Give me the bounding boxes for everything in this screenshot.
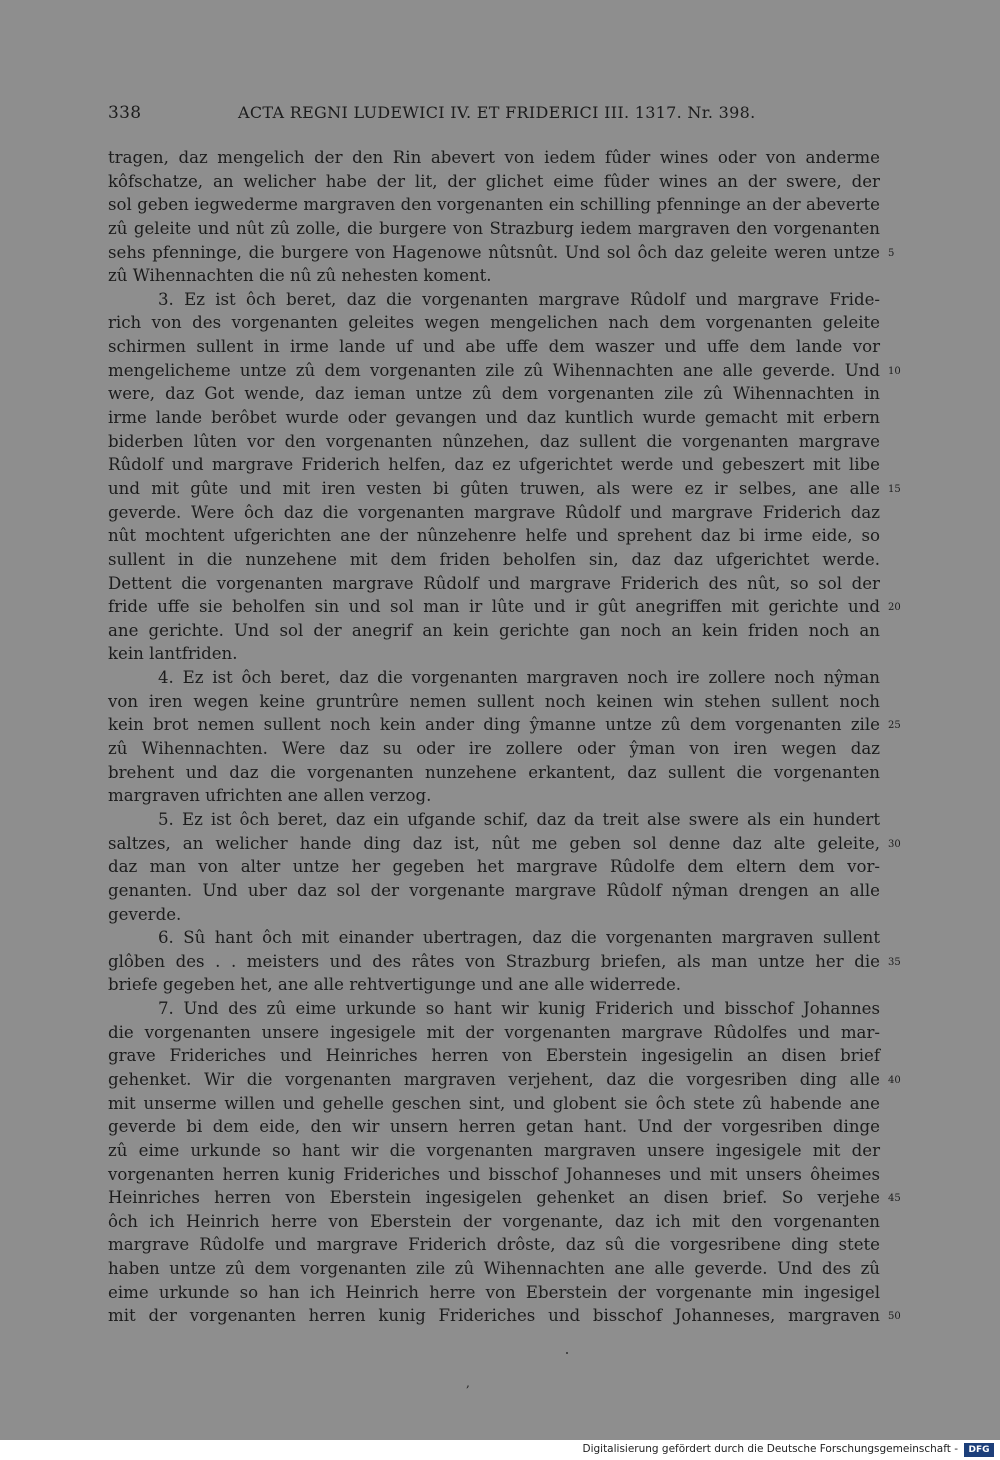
text-line (108, 406, 880, 430)
line-number: 50 (888, 1311, 901, 1323)
text-line (108, 997, 880, 1021)
text-line-content: kein lantfriden. (108, 644, 238, 664)
text-line-content: 7. Und des zû eime urkunde so hant wir kunig Friderich und bisschof Johannes (158, 999, 880, 1019)
funding-notice: Digitalisierung gefördert durch die Deutsche Forschungsgemeinschaft - (582, 1443, 958, 1455)
scan-mark: , (466, 1376, 470, 1390)
text-line (108, 572, 880, 596)
page-number: 338 (108, 103, 142, 123)
text-line (108, 1115, 880, 1139)
text-line-content: die vorgenanten unsere ingesigele mit der vorgenanten margrave Rûdolfes und mar- (108, 1022, 880, 1042)
text-line (108, 1304, 901, 1328)
line-number: 45 (888, 1193, 901, 1205)
line-number: 10 (888, 365, 901, 377)
text-line (108, 382, 880, 406)
text-line-content: fride uffe sie beholfen sin und sol man ir lûte und ir gût anegriffen mit gerichte und (108, 597, 880, 617)
page-header (108, 103, 880, 129)
text-line (108, 1139, 880, 1163)
text-line (108, 855, 880, 879)
text-line-content: 5. Ez ist ôch beret, daz ein ufgande schif, daz da treit alse swere als ein hundert (158, 809, 880, 829)
text-line (108, 241, 895, 265)
text-line-content: geverde bi dem eide, den wir unsern herren getan hant. Und der vorgesriben dinge (108, 1117, 880, 1137)
text-line (108, 359, 901, 383)
text-line-content: geverde. (108, 904, 182, 924)
text-line-content: brehent und daz die vorgenanten nunzehene erkantent, daz sullent die vorgenanten (108, 762, 880, 782)
text-line (108, 832, 901, 856)
scan-speck (566, 1352, 568, 1354)
text-line-content: genanten. Und uber daz sol der vorgenante margrave Rûdolf nŷman drengen an alle (108, 880, 880, 900)
text-line (108, 903, 880, 927)
text-line-content: ane gerichte. Und sol der anegrif an kein gerichte gan noch an kein friden noch an (108, 620, 880, 640)
text-line (108, 595, 901, 619)
text-line (108, 1186, 901, 1210)
line-number: 40 (888, 1074, 901, 1086)
text-line-content: mengelicheme untze zû dem vorgenanten zile zû Wihennachten ane alle geverde. Und (108, 360, 880, 380)
body-text (108, 146, 901, 1328)
text-line (108, 501, 880, 525)
text-line (108, 642, 880, 666)
text-line (108, 950, 901, 974)
line-number: 5 (888, 247, 895, 259)
text-line (108, 524, 880, 548)
line-number: 35 (888, 956, 901, 968)
text-line (108, 784, 880, 808)
text-line (108, 879, 880, 903)
text-line-content: glôben des . . meisters und des râtes von Strazburg briefen, als man untze her die (108, 951, 880, 971)
text-line-content: von iren wegen keine gruntrûre nemen sullent noch keinen win stehen sullent noch (108, 691, 880, 711)
text-line-content: Dettent die vorgenanten margrave Rûdolf und margrave Friderich des nût, so sol der (108, 573, 880, 593)
text-line-content: geverde. Were ôch daz die vorgenanten margrave Rûdolf und margrave Friderich daz (108, 502, 880, 522)
text-line-content: zû Wihennachten die nû zû nehesten koment. (108, 266, 492, 286)
text-line-content: schirmen sullent in irme lande uf und abe uffe dem waszer und uffe dem lande vor (108, 337, 880, 357)
text-line-content: nût mochtent ufgerichten ane der nûnzehenre helfe und sprehent daz bi irme eide, so (108, 526, 880, 546)
text-line-content: rich von des vorgenanten geleites wegen mengelichen nach dem vorgenanten geleite (108, 313, 880, 333)
text-line (108, 1092, 880, 1116)
text-line-content: 3. Ez ist ôch beret, daz die vorgenanten margrave Rûdolf und margrave Fride- (158, 289, 880, 309)
text-line-content: grave Frideriches und Heinriches herren von Eberstein ingesigelin an disen brief (108, 1046, 880, 1066)
text-line (108, 217, 880, 241)
text-line (108, 1210, 880, 1234)
text-line-content: eime urkunde so han ich Heinrich herre von Eberstein der vorgenante min ingesigel (108, 1282, 880, 1302)
text-line-content: margraven ufrichten ane allen verzog. (108, 786, 432, 806)
text-line (108, 619, 880, 643)
text-line-content: sullent in die nunzehene mit dem friden beholfen sin, daz daz ufgerichtet werde. (108, 549, 880, 569)
text-line (108, 1281, 880, 1305)
text-line (108, 335, 880, 359)
text-line (108, 311, 880, 335)
text-line (108, 1163, 880, 1187)
text-line-content: ôch ich Heinrich herre von Eberstein der vorgenante, daz ich mit den vorgenanten (108, 1211, 880, 1231)
text-line-content: gehenket. Wir die vorgenanten margraven verjehent, daz die vorgesriben ding alle (108, 1069, 880, 1089)
text-line-content: kein brot nemen sullent noch kein ander ding ŷmanne untze zû dem vorgenanten zile (108, 715, 880, 735)
text-line-content: kôfschatze, an welicher habe der lit, der glichet eime fûder wines an der swere, der (108, 171, 880, 191)
text-line (108, 430, 880, 454)
text-line (108, 1233, 880, 1257)
text-line (108, 973, 880, 997)
text-line (108, 737, 880, 761)
line-number: 20 (888, 602, 901, 614)
text-line-content: tragen, daz mengelich der den Rin abevert von iedem fûder wines oder von anderme (108, 148, 880, 167)
text-line (108, 666, 880, 690)
text-line-content: 4. Ez ist ôch beret, daz die vorgenanten margraven noch ire zollere noch nŷman (158, 668, 880, 688)
text-line-content: Rûdolf und margrave Friderich helfen, daz ez ufgerichtet werde und gebeszert mit libe (108, 455, 880, 475)
footer-bar (0, 1440, 1000, 1460)
text-line-content: daz man von alter untze her gegeben het margrave Rûdolfe dem eltern dem vor- (108, 857, 880, 877)
text-line-content: zû eime urkunde so hant wir die vorgenanten margraven unsere ingesigele mit der (108, 1140, 880, 1160)
text-line-content: sehs pfenninge, die burgere von Hagenowe nûtsnût. Und sol ôch daz geleite weren untze (108, 242, 880, 262)
text-line (108, 264, 880, 288)
text-line (108, 548, 880, 572)
text-line-content: were, daz Got wende, daz ieman untze zû dem vorgenanten zile zû Wihennachten in (108, 384, 880, 404)
text-line-content: haben untze zû dem vorgenanten zile zû Wihennachten ane alle geverde. Und des zû (108, 1259, 880, 1279)
text-line-content: saltzes, an welicher hande ding daz ist, nût me geben sol denne daz alte geleite, (108, 833, 880, 853)
text-line-content: zû Wihennachten. Were daz su oder ire zollere oder ŷman von iren wegen daz (108, 739, 880, 759)
text-line (108, 193, 880, 217)
dfg-logo: DFG (964, 1443, 994, 1457)
text-line-content: sol geben iegwederme margraven den vorgenanten ein schilling pfenninge an der abeverte (108, 195, 880, 215)
text-line-content: vorgenanten herren kunig Frideriches und bisschof Johanneses und mit unsers ôheimes (108, 1164, 880, 1184)
text-line-content: und mit gûte und mit iren vesten bi gûten truwen, als were ez ir selbes, ane alle (108, 478, 880, 498)
text-line (108, 146, 880, 170)
line-number: 15 (888, 483, 901, 495)
text-line (108, 453, 880, 477)
text-line-content: mit der vorgenanten herren kunig Frideriches und bisschof Johanneses, margraven (108, 1306, 880, 1326)
text-line (108, 1021, 880, 1045)
text-line (108, 1257, 880, 1281)
text-line (108, 713, 901, 737)
text-line (108, 288, 880, 312)
text-line-content: biderben lûten vor den vorgenanten nûnzehen, daz sullent die vorgenanten margrave (108, 431, 880, 451)
text-line-content: 6. Sû hant ôch mit einander ubertragen, daz die vorgenanten margraven sullent (158, 928, 880, 948)
text-line-content: margrave Rûdolfe und margrave Friderich drôste, daz sû die vorgesribene ding stete (108, 1235, 880, 1255)
line-number: 25 (888, 720, 901, 732)
text-line-content: zû geleite und nût zû zolle, die burgere von Strazburg iedem margraven den vorgenanten (108, 218, 880, 238)
text-line-content: briefe gegeben het, ane alle rehtvertigunge und ane alle widerrede. (108, 975, 682, 995)
running-head: ACTA REGNI LUDEWICI IV. ET FRIDERICI III. 1317. Nr. 398. (238, 103, 756, 122)
text-line (108, 761, 880, 785)
text-line (108, 1068, 901, 1092)
text-line-content: mit unserme willen und gehelle geschen sint, und globent sie ôch stete zû habende ane (108, 1093, 880, 1113)
text-line (108, 477, 901, 501)
text-line-content: Heinriches herren von Eberstein ingesigelen gehenket an disen brief. So verjehe (108, 1188, 880, 1208)
text-line (108, 170, 880, 194)
line-number: 30 (888, 838, 901, 850)
text-line (108, 926, 880, 950)
text-line (108, 808, 880, 832)
text-line-content: irme lande berôbet wurde oder gevangen und daz kuntlich wurde gemacht mit erbern (108, 408, 880, 428)
text-line (108, 690, 880, 714)
text-line (108, 1044, 880, 1068)
